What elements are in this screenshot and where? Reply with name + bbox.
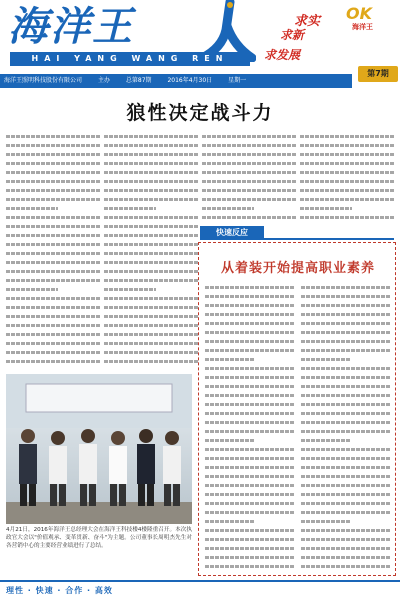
footer-rule xyxy=(0,580,400,582)
text-line xyxy=(104,285,156,294)
text-line xyxy=(205,391,295,400)
text-line xyxy=(6,231,100,240)
text-line xyxy=(6,168,100,177)
text-line xyxy=(202,195,296,204)
text-line xyxy=(104,312,198,321)
text-line xyxy=(6,267,100,276)
text-line xyxy=(104,339,198,348)
text-line xyxy=(6,276,100,285)
text-line xyxy=(104,348,198,357)
text-line xyxy=(205,364,295,373)
text-line xyxy=(205,481,295,490)
text-line xyxy=(104,276,198,285)
photo-caption xyxy=(6,526,192,572)
text-line xyxy=(300,159,394,168)
text-line xyxy=(300,150,394,159)
text-line xyxy=(301,292,391,301)
text-line xyxy=(6,249,100,258)
text-line xyxy=(6,285,58,294)
text-line xyxy=(301,337,391,346)
text-line xyxy=(301,346,391,355)
infobar-total-issue: 总第87期 xyxy=(125,77,152,84)
column-article-text-left xyxy=(205,283,295,571)
text-line xyxy=(205,553,295,562)
slogan-2: 求新 xyxy=(280,28,305,42)
text-line xyxy=(205,400,295,409)
text-line xyxy=(104,213,198,222)
text-line xyxy=(301,319,391,328)
section-tab: 快速反应 xyxy=(200,226,264,240)
text-line xyxy=(202,186,296,195)
text-line xyxy=(202,168,296,177)
newspaper-title: 海洋王 xyxy=(8,3,134,50)
slogan xyxy=(260,8,340,68)
text-line xyxy=(301,499,391,508)
text-line xyxy=(300,186,394,195)
ok-logo xyxy=(340,4,396,38)
text-line xyxy=(104,150,198,159)
text-line xyxy=(6,150,100,159)
text-line xyxy=(205,373,295,382)
text-line xyxy=(6,132,100,141)
text-line xyxy=(301,310,391,319)
text-line xyxy=(301,301,391,310)
text-line xyxy=(202,150,296,159)
text-line xyxy=(6,240,100,249)
text-line xyxy=(6,330,100,339)
text-line xyxy=(6,339,100,348)
text-line xyxy=(301,409,391,418)
text-line xyxy=(301,481,391,490)
issue-number: 第7期 xyxy=(358,66,398,82)
text-line xyxy=(301,364,391,373)
text-line xyxy=(104,222,198,231)
text-line xyxy=(6,321,100,330)
text-line xyxy=(202,213,296,222)
text-line xyxy=(104,231,198,240)
text-line xyxy=(6,213,100,222)
slogan-3: 求发展 xyxy=(264,48,301,62)
text-line xyxy=(104,357,198,366)
text-line xyxy=(300,141,394,150)
text-line xyxy=(104,321,198,330)
text-line xyxy=(104,159,198,168)
text-line xyxy=(205,490,295,499)
text-line xyxy=(104,330,198,339)
ok-company-name: 海洋王 xyxy=(352,23,373,31)
text-line xyxy=(205,292,295,301)
article-column-2 xyxy=(104,132,198,368)
text-line xyxy=(301,454,391,463)
conference-photo xyxy=(6,374,192,524)
text-line xyxy=(205,301,295,310)
text-line xyxy=(205,463,295,472)
text-line xyxy=(6,141,100,150)
text-line xyxy=(205,427,295,436)
text-line xyxy=(205,436,255,445)
text-line xyxy=(301,562,391,571)
text-line xyxy=(104,249,198,258)
text-line xyxy=(205,418,295,427)
text-line xyxy=(205,517,255,526)
text-line xyxy=(205,409,295,418)
text-line xyxy=(104,132,198,141)
text-line xyxy=(104,204,156,213)
text-line xyxy=(301,328,391,337)
text-line xyxy=(301,355,351,364)
infobar-date: 2016年4月30日 xyxy=(167,77,213,84)
text-line xyxy=(6,294,100,303)
column-article-text-right xyxy=(301,283,391,571)
text-line xyxy=(205,544,295,553)
text-line xyxy=(205,337,295,346)
text-line xyxy=(202,177,296,186)
text-line xyxy=(301,445,391,454)
text-line xyxy=(104,294,198,303)
main-headline: 狼性决定战斗力 xyxy=(126,102,274,124)
section-rule xyxy=(264,238,394,240)
text-line xyxy=(205,382,295,391)
text-line xyxy=(301,490,391,499)
text-line xyxy=(301,382,391,391)
text-line xyxy=(300,204,352,213)
text-line xyxy=(300,213,394,222)
text-line xyxy=(301,472,391,481)
text-line xyxy=(301,283,391,292)
text-line xyxy=(6,195,100,204)
text-line xyxy=(104,240,198,249)
article-column-1 xyxy=(6,132,100,368)
text-line xyxy=(301,526,391,535)
text-line xyxy=(301,391,391,400)
text-line xyxy=(6,186,100,195)
text-line xyxy=(6,222,100,231)
ok-mark: OK xyxy=(346,4,372,23)
text-line xyxy=(202,132,296,141)
text-line xyxy=(300,132,394,141)
text-line xyxy=(202,159,296,168)
text-line xyxy=(301,535,391,544)
text-line xyxy=(6,357,100,366)
text-line xyxy=(301,463,391,472)
text-line xyxy=(202,204,254,213)
text-line xyxy=(301,418,391,427)
info-bar xyxy=(0,74,352,88)
text-line xyxy=(205,328,295,337)
infobar-weekday: 星期一 xyxy=(228,77,247,84)
text-line xyxy=(205,355,255,364)
text-line xyxy=(104,267,198,276)
text-line xyxy=(301,544,391,553)
masthead-pinyin: HAI YANG WANG REN xyxy=(10,52,250,66)
text-line xyxy=(301,553,391,562)
text-line xyxy=(301,517,351,526)
conference-photo-image xyxy=(6,374,192,524)
text-line xyxy=(300,168,394,177)
text-line xyxy=(300,195,394,204)
text-line xyxy=(6,258,100,267)
text-line xyxy=(104,258,198,267)
text-line xyxy=(205,310,295,319)
text-line xyxy=(205,526,295,535)
column-article-title: 从着装开始提高职业素养 xyxy=(220,261,375,276)
text-line xyxy=(301,436,351,445)
text-line xyxy=(205,472,295,481)
text-line xyxy=(6,177,100,186)
text-line xyxy=(205,454,295,463)
text-line xyxy=(104,303,198,312)
infobar-company: 海洋王照明科技股份有限公司 xyxy=(4,77,83,84)
text-line xyxy=(6,159,100,168)
text-line xyxy=(6,204,58,213)
text-line xyxy=(104,177,198,186)
text-line xyxy=(104,141,198,150)
footer-slogan: 理性 · 快速 · 合作 · 高效 xyxy=(6,586,113,595)
text-line xyxy=(6,312,100,321)
article-column-3 xyxy=(202,132,296,222)
infobar-host: 主办 xyxy=(97,77,110,84)
text-line xyxy=(6,348,100,357)
column-article-box xyxy=(198,242,396,576)
text-line xyxy=(205,346,295,355)
text-line xyxy=(202,141,296,150)
slogan-1: 求实 xyxy=(294,14,321,29)
text-line xyxy=(205,535,295,544)
text-line xyxy=(301,508,391,517)
text-line xyxy=(301,400,391,409)
text-line xyxy=(104,168,198,177)
article-column-4 xyxy=(300,132,394,222)
text-line xyxy=(205,508,295,517)
text-line xyxy=(104,186,198,195)
text-line xyxy=(104,195,198,204)
text-line xyxy=(205,499,295,508)
text-line xyxy=(301,373,391,382)
text-line xyxy=(205,445,295,454)
text-line xyxy=(205,562,295,571)
text-line xyxy=(205,283,295,292)
text-line xyxy=(301,427,391,436)
photo-caption-text: 4月21日，2016年海洋王总经理大会在海洋王科技楼4楼隆重召开。本次执政官大会以"价值观承、变革贯新、奋斗"为主题。公司董事长周明杰先生对各营销中心的主要经营业绩进行了总结。 xyxy=(6,527,192,549)
text-line xyxy=(300,177,394,186)
text-line xyxy=(205,319,295,328)
text-line xyxy=(6,303,100,312)
